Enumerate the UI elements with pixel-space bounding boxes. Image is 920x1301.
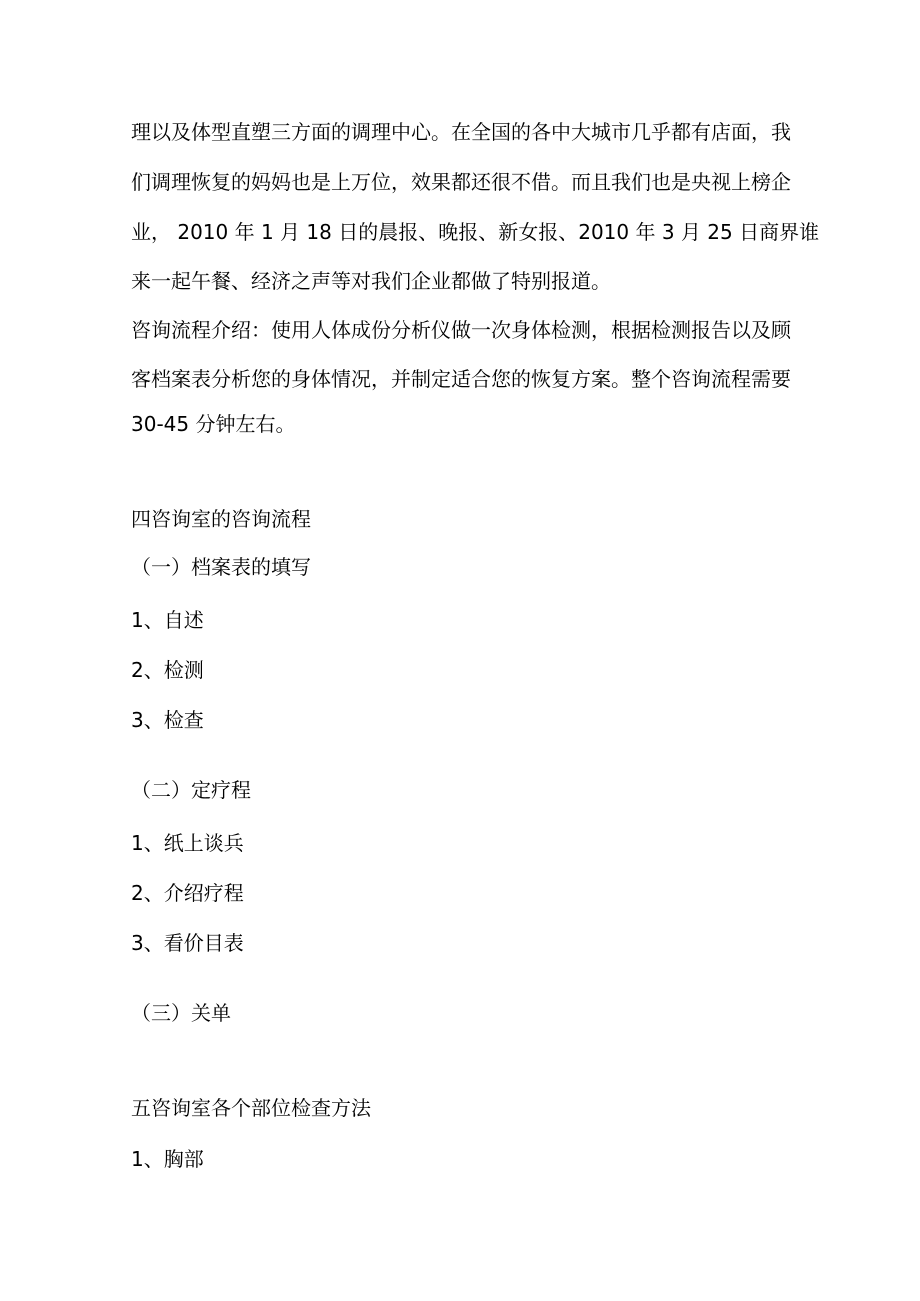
intro-line-1: 理以及体型直塑三方面的调理中心。在全国的各中大城市几乎都有店面，我 [131, 120, 791, 144]
consult-intro-line-2: 客档案表分析您的身体情况，并制定适合您的恢复方案。整个咨询流程需要 [131, 367, 791, 391]
section4-sub1-item-2: 2、检测 [131, 658, 204, 682]
section4-heading: 四咨询室的咨询流程 [131, 507, 311, 531]
consult-intro-line-1: 咨询流程介绍：使用人体成份分析仪做一次身体检测，根据检测报告以及顾 [131, 318, 791, 342]
intro-line-3: 业， 2010 年 1 月 18 日的晨报、晚报、新女报、2010 年 3 月 25 日商界谁 [131, 220, 820, 244]
consult-intro-line-3: 30-45 分钟左右。 [131, 412, 296, 436]
section5-heading: 五咨询室各个部位检查方法 [131, 1096, 371, 1120]
intro-line-4: 来一起午餐、经济之声等对我们企业都做了特别报道。 [131, 269, 611, 293]
section4-sub2-heading: （二）定疗程 [131, 778, 251, 802]
section5-item-1: 1、胸部 [131, 1147, 204, 1171]
section4-sub1-item-1: 1、自述 [131, 608, 204, 632]
section4-sub2-item-2: 2、介绍疗程 [131, 881, 244, 905]
section4-sub1-item-3: 3、检查 [131, 708, 204, 732]
intro-line-2: 们调理恢复的妈妈也是上万位，效果都还很不借。而且我们也是央视上榜企 [131, 170, 791, 194]
section4-sub2-item-1: 1、纸上谈兵 [131, 831, 244, 855]
section4-sub1-heading: （一）档案表的填写 [131, 555, 311, 579]
section4-sub3-heading: （三）关单 [131, 1001, 231, 1025]
section4-sub2-item-3: 3、看价目表 [131, 931, 244, 955]
